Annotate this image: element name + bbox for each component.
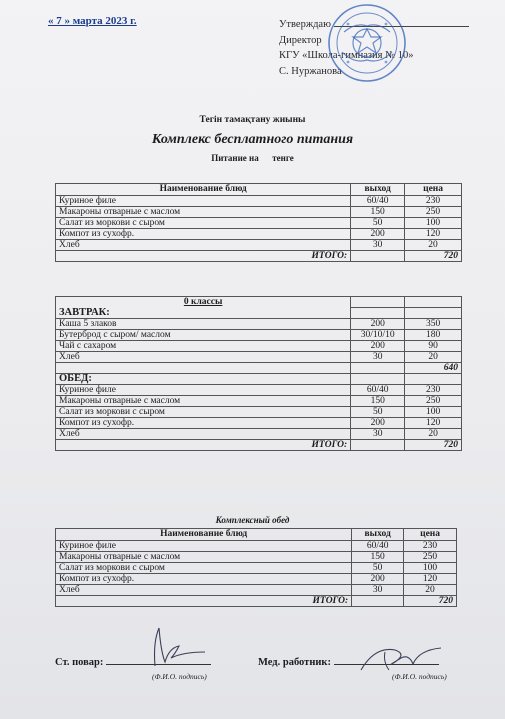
dish-output: 30 <box>351 352 405 363</box>
menu-table-complex <box>55 528 457 607</box>
dish-output: 30 <box>352 585 404 596</box>
empty-cell <box>351 251 405 262</box>
approve-line: Утверждаю <box>279 16 469 33</box>
dish-price: 100 <box>405 407 462 418</box>
class-row <box>56 297 462 308</box>
subtitle-pitanie: Питание на тенге <box>211 153 294 163</box>
lunch-label: ОБЕД: <box>56 374 351 385</box>
breakfast-label: ЗАВТРАК: <box>56 308 351 319</box>
dish-name: Бутерброд с сыром/ маслом <box>56 330 351 341</box>
table-row <box>56 385 462 396</box>
table-header-row <box>56 184 462 196</box>
empty-cell <box>351 440 405 451</box>
total-label: ИТОГО: <box>56 440 351 451</box>
section-row <box>56 374 462 385</box>
menu-table-main <box>55 183 462 262</box>
dish-output: 60/40 <box>351 385 405 396</box>
title-kazakh: Тегін тамақтану жиыны <box>199 115 306 125</box>
dish-price: 20 <box>405 240 462 251</box>
dish-output: 30/10/10 <box>351 330 405 341</box>
dish-price: 250 <box>405 207 462 218</box>
dish-output: 200 <box>351 319 405 330</box>
approve-line: С. Нуржанова <box>279 65 342 77</box>
dish-name: Макароны отварные с маслом <box>56 396 351 407</box>
table-row <box>56 229 462 240</box>
dish-name: Хлеб <box>56 585 352 596</box>
cook-note: (Ф.И.О. подпись) <box>152 672 207 681</box>
header-output: выход <box>351 184 405 196</box>
header-name: Наименование блюд <box>56 529 352 541</box>
dish-price: 250 <box>405 396 462 407</box>
dish-name: Компот из сухофр. <box>56 229 351 240</box>
medic-signature-icon <box>355 640 445 678</box>
table-row <box>56 418 462 429</box>
dish-name: Каша 5 злаков <box>56 319 351 330</box>
total-value: 720 <box>405 440 462 451</box>
dish-name: Хлеб <box>56 352 351 363</box>
dish-price: 20 <box>405 352 462 363</box>
dish-output: 50 <box>352 563 404 574</box>
cook-signature-icon <box>135 622 210 670</box>
dish-output: 50 <box>351 407 405 418</box>
dish-price: 350 <box>405 319 462 330</box>
subtotal-row <box>56 363 462 374</box>
total-row <box>56 440 462 451</box>
dish-price: 230 <box>405 385 462 396</box>
header-output: выход <box>352 529 404 541</box>
table-row <box>56 574 457 585</box>
medic-note: (Ф.И.О. подпись) <box>392 672 447 681</box>
dish-price: 20 <box>405 429 462 440</box>
dish-output: 150 <box>351 396 405 407</box>
medic-label: Мед. работник: <box>258 657 331 668</box>
complex-lunch-title: Комплексный обед <box>215 515 290 525</box>
table-row <box>56 319 462 330</box>
empty-cell <box>405 374 462 385</box>
empty-cell <box>352 596 404 607</box>
dish-output: 50 <box>351 218 405 229</box>
dish-price: 100 <box>404 563 457 574</box>
table-row <box>56 240 462 251</box>
total-label: ИТОГО: <box>56 596 352 607</box>
dish-name: Хлеб <box>56 429 351 440</box>
approve-line: КГУ «Школа-гимназия № 10» <box>279 50 414 61</box>
dish-price: 250 <box>404 552 457 563</box>
dish-name: Макароны отварные с маслом <box>56 207 351 218</box>
dish-name: Салат из моркови с сыром <box>56 563 352 574</box>
table-row <box>56 341 462 352</box>
breakfast-total: 640 <box>405 363 462 374</box>
dish-name: Компот из сухофр. <box>56 574 352 585</box>
header-name: Наименование блюд <box>56 184 351 196</box>
dish-name: Куриное филе <box>56 385 351 396</box>
dish-price: 230 <box>404 541 457 552</box>
cook-label: Ст. повар: <box>55 657 104 668</box>
table-row <box>56 330 462 341</box>
table-row <box>56 196 462 207</box>
empty-cell <box>56 363 351 374</box>
total-value: 720 <box>404 596 457 607</box>
empty-cell <box>405 297 462 308</box>
table-row <box>56 563 457 574</box>
dish-output: 200 <box>351 229 405 240</box>
dish-price: 120 <box>405 229 462 240</box>
header-price: цена <box>405 184 462 196</box>
dish-name: Макароны отварные с маслом <box>56 552 352 563</box>
title-russian: Комплекс бесплатного питания <box>151 132 354 147</box>
dish-name: Салат из моркови с сыром <box>56 407 351 418</box>
total-label: ИТОГО: <box>56 251 351 262</box>
dish-name: Чай с сахаром <box>56 341 351 352</box>
dish-price: 120 <box>405 418 462 429</box>
table-row <box>56 429 462 440</box>
menu-table-grade0 <box>55 296 462 451</box>
dish-output: 150 <box>352 552 404 563</box>
dish-output: 200 <box>351 341 405 352</box>
table-row <box>56 218 462 229</box>
dish-price: 20 <box>404 585 457 596</box>
dish-name: Салат из моркови с сыром <box>56 218 351 229</box>
empty-cell <box>351 374 405 385</box>
school-stamp-icon <box>326 2 408 84</box>
dish-output: 60/40 <box>352 541 404 552</box>
dish-price: 100 <box>405 218 462 229</box>
table-row <box>56 552 457 563</box>
table-row <box>56 396 462 407</box>
document-date: « 7 » марта 2023 г. <box>48 15 137 27</box>
dish-name: Хлеб <box>56 240 351 251</box>
total-row <box>56 251 462 262</box>
dish-output: 30 <box>351 240 405 251</box>
empty-cell <box>351 363 405 374</box>
table-row <box>56 541 457 552</box>
dish-output: 30 <box>351 429 405 440</box>
total-value: 720 <box>405 251 462 262</box>
approve-line: Директор <box>279 34 322 46</box>
dish-price: 120 <box>404 574 457 585</box>
table-row <box>56 407 462 418</box>
dish-name: Куриное филе <box>56 196 351 207</box>
dish-name: Компот из сухофр. <box>56 418 351 429</box>
dish-price: 230 <box>405 196 462 207</box>
dish-output: 150 <box>351 207 405 218</box>
empty-cell <box>351 297 405 308</box>
dish-output: 60/40 <box>351 196 405 207</box>
table-row <box>56 585 457 596</box>
section-row <box>56 308 462 319</box>
dish-name: Куриное филе <box>56 541 352 552</box>
total-row <box>56 596 457 607</box>
dish-price: 180 <box>405 330 462 341</box>
dish-output: 200 <box>352 574 404 585</box>
empty-cell <box>405 308 462 319</box>
dish-price: 90 <box>405 341 462 352</box>
table-row <box>56 207 462 218</box>
empty-cell <box>351 308 405 319</box>
header-price: цена <box>404 529 457 541</box>
table-header-row <box>56 529 457 541</box>
class-label: 0 классы <box>56 297 351 308</box>
table-row <box>56 352 462 363</box>
dish-output: 200 <box>351 418 405 429</box>
